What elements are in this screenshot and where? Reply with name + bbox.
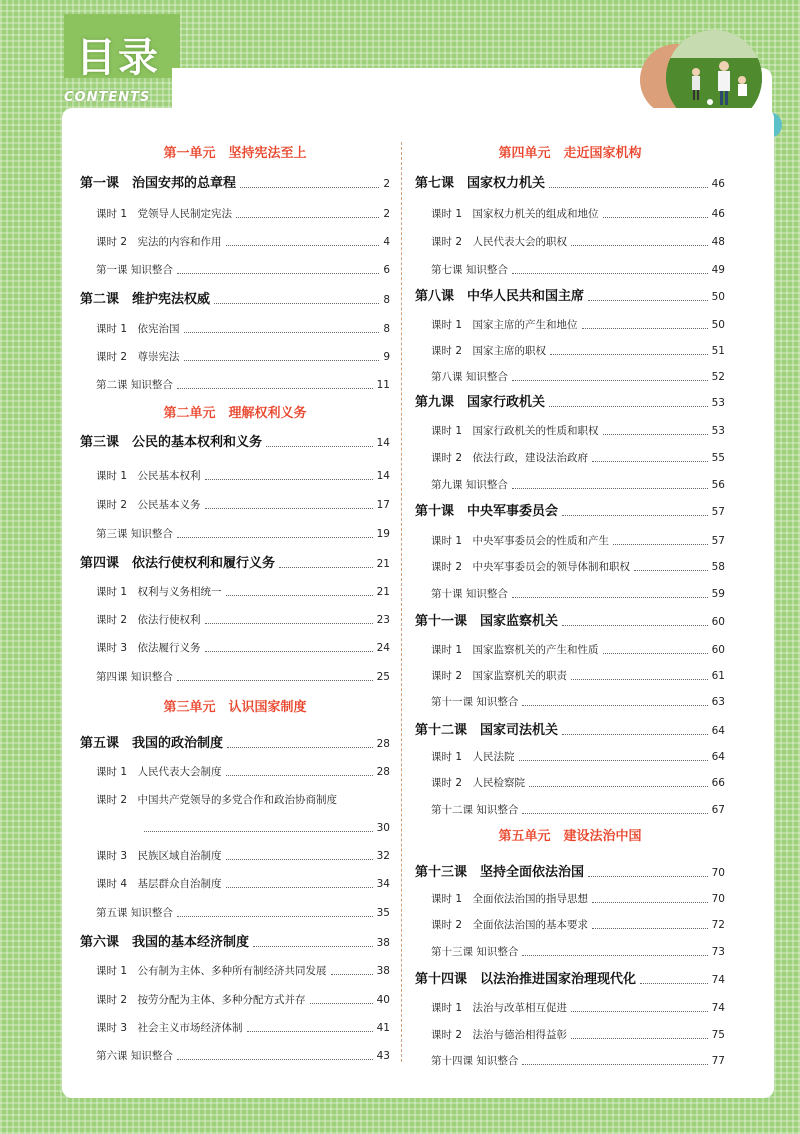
- dot-leader: [247, 1031, 373, 1032]
- page-number: 14: [376, 437, 390, 449]
- entry-label: 课时 1 国家行政机关的性质和职权: [431, 425, 599, 437]
- entry-label: 第十四课 知识整合: [431, 1055, 519, 1067]
- dot-leader: [226, 775, 373, 776]
- dot-leader: [177, 916, 373, 917]
- page-number: 9: [383, 351, 390, 363]
- dot-leader: [603, 434, 708, 435]
- toc-subentry[interactable]: [431, 1000, 725, 1016]
- entry-label: 课时 1 国家监察机关的产生和性质: [431, 644, 599, 656]
- dot-leader: [214, 303, 379, 304]
- toc-summary-entry[interactable]: [96, 1048, 390, 1064]
- page-number: 38: [376, 965, 390, 977]
- dot-leader: [613, 544, 708, 545]
- entry-label: 第十三课 坚持全面依法治国: [415, 865, 585, 880]
- dot-leader: [522, 705, 707, 706]
- toc-subentry[interactable]: [96, 612, 390, 628]
- toc-subentry[interactable]: [431, 423, 725, 439]
- dot-leader: [522, 813, 707, 814]
- toc-lesson-entry[interactable]: [415, 504, 725, 520]
- dot-leader: [562, 515, 708, 516]
- toc-subentry[interactable]: [431, 917, 725, 933]
- dot-leader: [266, 446, 373, 447]
- toc-subentry[interactable]: [431, 234, 725, 250]
- entry-label: 第十三课 知识整合: [431, 946, 519, 958]
- toc-subentry[interactable]: [431, 1027, 725, 1043]
- entry-label: 课时 1 国家权力机关的组成和地位: [431, 208, 599, 220]
- toc-subentry[interactable]: [96, 206, 390, 222]
- page-number: 46: [711, 178, 725, 190]
- entry-label: 第十一课 知识整合: [431, 696, 519, 708]
- toc-lesson-entry[interactable]: [80, 556, 390, 572]
- entry-label: 第二课 知识整合: [96, 379, 173, 391]
- column-divider: [401, 142, 402, 1062]
- entry-label: 第十课 知识整合: [431, 588, 508, 600]
- entry-label: 第二课 维护宪法权威: [80, 292, 211, 307]
- page-number: 57: [711, 535, 725, 547]
- toc-subentry[interactable]: [96, 584, 390, 600]
- dot-leader: [592, 461, 708, 462]
- page-number: 11: [376, 379, 390, 391]
- dot-leader: [603, 653, 708, 654]
- entry-label: 课时 2 国家主席的职权: [431, 345, 547, 357]
- dot-leader: [331, 974, 373, 975]
- toc-continuation[interactable]: [140, 820, 390, 836]
- page-number: 46: [711, 208, 725, 220]
- page-number: 74: [711, 974, 725, 986]
- page-number: 41: [376, 1022, 390, 1034]
- entry-label: 课时 2 按劳分配为主体、多种分配方式并存: [96, 994, 306, 1006]
- dot-leader: [512, 380, 708, 381]
- page-number: 51: [711, 345, 725, 357]
- page-number: 66: [711, 777, 725, 789]
- page-number: 19: [376, 528, 390, 540]
- entry-label: 课时 2 宪法的内容和作用: [96, 236, 222, 248]
- dot-leader: [226, 859, 373, 860]
- page-number: 67: [711, 804, 725, 816]
- dot-leader: [592, 928, 708, 929]
- dot-leader: [550, 354, 708, 355]
- entry-label: 课时 2 国家监察机关的职责: [431, 670, 568, 682]
- page-number: 40: [376, 994, 390, 1006]
- page-number: 53: [711, 397, 725, 409]
- dot-leader: [571, 245, 708, 246]
- entry-label: 第三课 知识整合: [96, 528, 173, 540]
- page-number: 61: [711, 670, 725, 682]
- entry-label: 第六课 知识整合: [96, 1050, 173, 1062]
- dot-leader: [184, 332, 380, 333]
- entry-label: 课时 2 人民检察院: [431, 777, 526, 789]
- page-number: 72: [711, 919, 725, 931]
- toc-summary-entry[interactable]: [96, 526, 390, 542]
- dot-leader: [205, 651, 373, 652]
- toc-summary-entry[interactable]: [431, 944, 725, 960]
- dot-leader: [236, 217, 379, 218]
- entry-label: 课时 1 权利与义务相统一: [96, 586, 222, 598]
- toc-subentry[interactable]: [96, 992, 390, 1008]
- toc-summary-entry[interactable]: [96, 905, 390, 921]
- page-number: 58: [711, 561, 725, 573]
- toc-summary-entry[interactable]: [431, 1053, 725, 1069]
- toc-lesson-entry[interactable]: [415, 289, 725, 305]
- toc-summary-entry[interactable]: [431, 586, 725, 602]
- dot-leader: [177, 273, 379, 274]
- dot-leader: [144, 831, 373, 832]
- page-number: 60: [711, 616, 725, 628]
- toc-summary-entry[interactable]: [431, 369, 725, 385]
- entry-label: 第九课 知识整合: [431, 479, 508, 491]
- page-number: 21: [376, 586, 390, 598]
- page-number: 74: [711, 1002, 725, 1014]
- toc-subentry[interactable]: [431, 559, 725, 575]
- dot-leader: [310, 1003, 373, 1004]
- page-number: 75: [711, 1029, 725, 1041]
- entry-label: 课时 3 依法履行义务: [96, 642, 201, 654]
- entry-label: 课时 2 尊崇宪法: [96, 351, 180, 363]
- page-number: 60: [711, 644, 725, 656]
- dot-leader: [571, 679, 708, 680]
- entry-label: 第七课 知识整合: [431, 264, 508, 276]
- unit-heading: 第四单元 走近国家机构: [498, 146, 642, 161]
- dot-leader: [279, 567, 373, 568]
- toc-subentry[interactable]: [431, 206, 725, 222]
- dot-leader: [205, 479, 373, 480]
- dot-leader: [226, 595, 373, 596]
- dot-leader: [177, 537, 373, 538]
- entry-label: 第五课 知识整合: [96, 907, 173, 919]
- toc-subentry[interactable]: [96, 640, 390, 656]
- dot-leader: [184, 360, 380, 361]
- dot-leader: [571, 1038, 708, 1039]
- dot-leader: [226, 887, 373, 888]
- dot-leader: [512, 488, 708, 489]
- page-number: 2: [383, 208, 390, 220]
- entry-label: 课时 1 法治与改革相互促进: [431, 1002, 568, 1014]
- page-number: 24: [376, 642, 390, 654]
- page-number: 57: [711, 506, 725, 518]
- entry-label: 第七课 国家权力机关: [415, 176, 546, 191]
- page-number: 28: [376, 738, 390, 750]
- toc-subentry[interactable]: [431, 343, 725, 359]
- entry-label: 第一课 治国安邦的总章程: [80, 176, 237, 191]
- entry-label: 课时 2 公民基本义务: [96, 499, 201, 511]
- dot-leader: [519, 760, 708, 761]
- page-number: 70: [711, 893, 725, 905]
- page-number: 59: [711, 588, 725, 600]
- page-number: 55: [711, 452, 725, 464]
- entry-label: 课时 2 依法行政，建设法治政府: [431, 452, 589, 464]
- toc-subentry[interactable]: [96, 468, 390, 484]
- toc-lesson-entry[interactable]: [80, 176, 390, 192]
- page-number: 14: [376, 470, 390, 482]
- toc-subentry[interactable]: [431, 891, 725, 907]
- unit-heading: 第三单元 认识国家制度: [163, 700, 307, 715]
- page-number: 64: [711, 751, 725, 763]
- entry-label: 课时 4 基层群众自治制度: [96, 878, 222, 890]
- page-number: 50: [711, 291, 725, 303]
- entry-label: 第十一课 国家监察机关: [415, 614, 559, 629]
- dot-leader: [634, 570, 708, 571]
- page-number: 21: [376, 558, 390, 570]
- dot-leader: [562, 625, 708, 626]
- entry-label: 课时 1 人民法院: [431, 751, 515, 763]
- entry-label: 第四课 知识整合: [96, 671, 173, 683]
- dot-leader: [582, 328, 708, 329]
- toc-subentry[interactable]: [96, 234, 390, 250]
- dot-leader: [177, 1059, 373, 1060]
- page-number: 50: [711, 319, 725, 331]
- page-number: 32: [376, 850, 390, 862]
- dot-leader: [588, 876, 708, 877]
- entry-label: 第十课 中央军事委员会: [415, 504, 559, 519]
- toc-subentry[interactable]: [96, 321, 390, 337]
- toc-lesson-entry[interactable]: [80, 435, 390, 451]
- dot-leader: [562, 734, 708, 735]
- page-number: 4: [383, 236, 390, 248]
- dot-leader: [571, 1011, 708, 1012]
- toc-summary-entry[interactable]: [96, 377, 390, 393]
- entry-label: 课时 1 党领导人民制定宪法: [96, 208, 233, 220]
- page-number: 35: [376, 907, 390, 919]
- page-number: 49: [711, 264, 725, 276]
- entry-label: 第五课 我国的政治制度: [80, 736, 224, 751]
- entry-label: 第十四课 以法治推进国家治理现代化: [415, 972, 637, 987]
- dot-leader: [588, 300, 708, 301]
- toc-subentry[interactable]: [96, 497, 390, 513]
- page-number: 70: [711, 867, 725, 879]
- entry-label: 第十二课 国家司法机关: [415, 723, 559, 738]
- page-number: 53: [711, 425, 725, 437]
- dot-leader: [549, 406, 708, 407]
- toc-subentry[interactable]: [96, 848, 390, 864]
- entry-label: 课时 2 法治与德治相得益彰: [431, 1029, 568, 1041]
- dot-leader: [205, 623, 373, 624]
- page-number: 23: [376, 614, 390, 626]
- toc-summary-entry[interactable]: [431, 694, 725, 710]
- dot-leader: [529, 786, 708, 787]
- entry-label: 课时 2 中央军事委员会的领导体制和职权: [431, 561, 631, 573]
- toc-subentry[interactable]: [96, 963, 390, 979]
- page-number: 8: [383, 323, 390, 335]
- page-number: 28: [376, 766, 390, 778]
- page-number: 48: [711, 236, 725, 248]
- toc-subentry[interactable]: [96, 876, 390, 892]
- dot-leader: [512, 597, 708, 598]
- entry-label: 课时 1 公民基本权利: [96, 470, 201, 482]
- toc-lesson-entry[interactable]: [80, 736, 390, 752]
- dot-leader: [640, 983, 708, 984]
- toc-lesson-entry[interactable]: [415, 723, 725, 739]
- toc-lesson-entry[interactable]: [415, 865, 725, 881]
- entry-label: 课时 1 全面依法治国的指导思想: [431, 893, 589, 905]
- entry-label: 第十二课 知识整合: [431, 804, 519, 816]
- page-number: 25: [376, 671, 390, 683]
- dot-leader: [240, 187, 379, 188]
- page-number: 34: [376, 878, 390, 890]
- toc-summary-entry[interactable]: [96, 669, 390, 685]
- toc-subentry[interactable]: [431, 642, 725, 658]
- entry-label: 第三课 公民的基本权利和义务: [80, 435, 263, 450]
- page-subtitle: CONTENTS: [64, 90, 151, 105]
- page-number: 52: [711, 371, 725, 383]
- entry-label: 课时 2 人民代表大会的职权: [431, 236, 568, 248]
- page-number: 17: [376, 499, 390, 511]
- toc-subentry[interactable]: [96, 1020, 390, 1036]
- toc-lesson-entry[interactable]: [80, 935, 390, 951]
- entry-label: 第九课 国家行政机关: [415, 395, 546, 410]
- dot-leader: [592, 902, 708, 903]
- toc-summary-entry[interactable]: [431, 262, 725, 278]
- entry-label: 课时 1 公有制为主体、多种所有制经济共同发展: [96, 965, 327, 977]
- toc-subentry[interactable]: [431, 450, 725, 466]
- page-number: 63: [711, 696, 725, 708]
- toc-subentry[interactable]: [431, 668, 725, 684]
- entry-label: 第六课 我国的基本经济制度: [80, 935, 250, 950]
- toc-subentry[interactable]: [431, 749, 725, 765]
- dot-leader: [205, 508, 373, 509]
- page-number: 30: [376, 822, 390, 834]
- toc-lesson-entry[interactable]: [415, 614, 725, 630]
- dot-leader: [512, 273, 708, 274]
- unit-heading: 第五单元 建设法治中国: [498, 829, 642, 844]
- dot-leader: [522, 1064, 707, 1065]
- toc-subentry[interactable]: [431, 533, 725, 549]
- page-number: 38: [376, 937, 390, 949]
- page-number: 8: [383, 294, 390, 306]
- toc-subentry[interactable]: [96, 792, 390, 808]
- dot-leader: [603, 217, 708, 218]
- entry-label: 课时 2 中国共产党领导的多党合作和政治协商制度: [96, 794, 338, 806]
- page-number: 64: [711, 725, 725, 737]
- entry-label: 第四课 依法行使权利和履行义务: [80, 556, 276, 571]
- dot-leader: [226, 245, 380, 246]
- entry-label: 课时 1 中央军事委员会的性质和产生: [431, 535, 610, 547]
- toc-subentry[interactable]: [96, 349, 390, 365]
- page-number: 77: [711, 1055, 725, 1067]
- unit-heading: 第二单元 理解权利义务: [163, 406, 307, 421]
- entry-label: 课时 2 全面依法治国的基本要求: [431, 919, 589, 931]
- page-number: 43: [376, 1050, 390, 1062]
- page-number: 73: [711, 946, 725, 958]
- page-number: 6: [383, 264, 390, 276]
- toc-subentry[interactable]: [96, 764, 390, 780]
- entry-label: 课时 3 民族区域自治制度: [96, 850, 222, 862]
- entry-label: 课时 1 人民代表大会制度: [96, 766, 222, 778]
- entry-label: 课时 3 社会主义市场经济体制: [96, 1022, 243, 1034]
- page-number: 2: [383, 178, 390, 190]
- entry-label: 第八课 知识整合: [431, 371, 508, 383]
- toc-subentry[interactable]: [431, 775, 725, 791]
- toc-summary-entry[interactable]: [96, 262, 390, 278]
- entry-label: 课时 1 国家主席的产生和地位: [431, 319, 578, 331]
- dot-leader: [522, 955, 707, 956]
- page-number: 56: [711, 479, 725, 491]
- toc-lesson-entry[interactable]: [80, 292, 390, 308]
- unit-heading: 第一单元 坚持宪法至上: [163, 146, 307, 161]
- entry-label: 第一课 知识整合: [96, 264, 173, 276]
- dot-leader: [549, 187, 708, 188]
- dot-leader: [177, 388, 373, 389]
- toc-summary-entry[interactable]: [431, 477, 725, 493]
- entry-label: 第八课 中华人民共和国主席: [415, 289, 585, 304]
- toc-subentry[interactable]: [431, 317, 725, 333]
- dot-leader: [177, 680, 373, 681]
- entry-label: 课时 1 依宪治国: [96, 323, 180, 335]
- toc-summary-entry[interactable]: [431, 802, 725, 818]
- dot-leader: [227, 747, 373, 748]
- toc-lesson-entry[interactable]: [415, 176, 725, 192]
- dot-leader: [253, 946, 373, 947]
- page-title: 目录: [76, 35, 160, 81]
- entry-label: 课时 2 依法行使权利: [96, 614, 201, 626]
- toc-lesson-entry[interactable]: [415, 972, 725, 988]
- toc-lesson-entry[interactable]: [415, 395, 725, 411]
